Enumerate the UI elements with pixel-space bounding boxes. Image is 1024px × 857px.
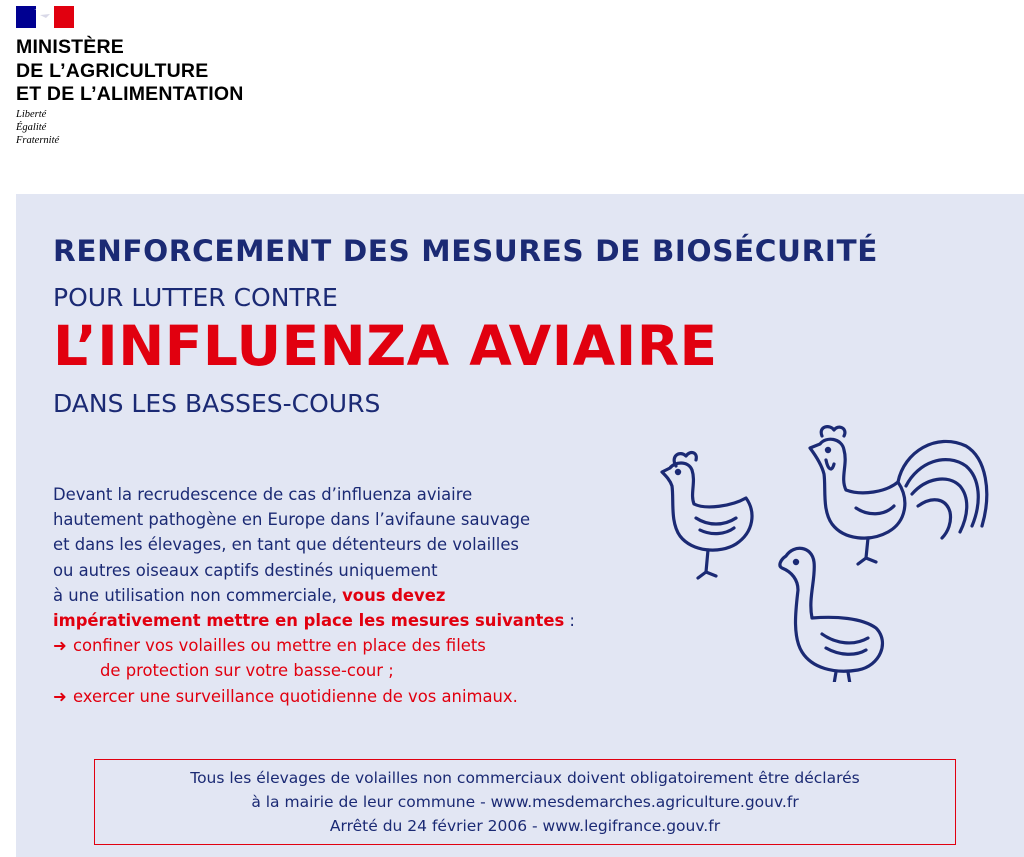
body-line-5	[53, 583, 633, 608]
ministry-name	[16, 36, 244, 107]
ministry-line-3: ET DE L’ALIMENTATION	[16, 83, 244, 105]
body-line-4: ou autres oiseaux captifs destinés uniquement	[53, 560, 438, 580]
poster-headline: L’INFLUENZA AVIAIRE	[53, 314, 718, 378]
ministry-line-2: DE L’AGRICULTURE	[16, 59, 209, 82]
hen-icon	[662, 453, 752, 578]
body-line-5-plain: à une utilisation non commerciale,	[53, 585, 337, 605]
poultry-illustration	[636, 422, 996, 682]
body-line-3: et dans les élevages, en tant que détenteurs de volailles	[53, 535, 519, 555]
motto-egalite: Égalité	[16, 122, 47, 133]
body-line-1: Devant la recrudescence de cas d’influenza aviaire	[53, 485, 473, 504]
ministry-line-1: MINISTÈRE	[16, 36, 124, 58]
notice-line-3: Arrêté du 24 février 2006 - www.legifrance.gouv.fr	[329, 817, 721, 835]
measure-1-line-2: de protection sur votre basse-cour ;	[100, 661, 394, 681]
marianne-flag-icon	[16, 6, 74, 28]
body-line-5-emphasis: vous devez	[342, 585, 446, 605]
body-line-6-emphasis: impérativement mettre en place les mesures suivantes	[53, 611, 565, 631]
rooster-icon	[810, 427, 987, 564]
body-line-6	[53, 608, 633, 633]
notice-line-2: à la mairie de leur commune - www.mesdemarches.agriculture.gouv.fr	[251, 793, 799, 811]
notice-line-1: Tous les élevages de volailles non commerciaux doivent obligatoirement être déclarés	[190, 769, 860, 787]
arrow-right-icon: ➜	[53, 636, 67, 656]
measure-1	[53, 633, 633, 658]
poster-subtitle-1: POUR LUTTER CONTRE	[53, 283, 338, 312]
body-line-6-tail: :	[564, 611, 575, 631]
motto-fraternite: Fraternité	[16, 135, 60, 146]
measure-1-line-1: confiner vos volailles ou mettre en place des filets	[73, 636, 486, 656]
poster-body	[53, 482, 633, 709]
goose-icon	[780, 548, 883, 682]
measure-2-text: exercer une surveillance quotidienne de vos animaux.	[73, 686, 518, 706]
poster-subtitle-2: DANS LES BASSES-COURS	[53, 389, 381, 418]
republic-motto	[16, 108, 59, 147]
declaration-notice	[94, 759, 956, 845]
body-line-2: hautement pathogène en Europe dans l’avifaune sauvage	[53, 510, 531, 530]
measure-2	[53, 684, 633, 709]
poster-panel	[16, 194, 1024, 857]
ministry-logo	[16, 6, 296, 156]
arrow-right-icon: ➜	[53, 686, 67, 706]
motto-liberte: Liberté	[16, 109, 47, 120]
poster-title: RENFORCEMENT DES MESURES DE BIOSÉCURITÉ	[53, 234, 878, 268]
